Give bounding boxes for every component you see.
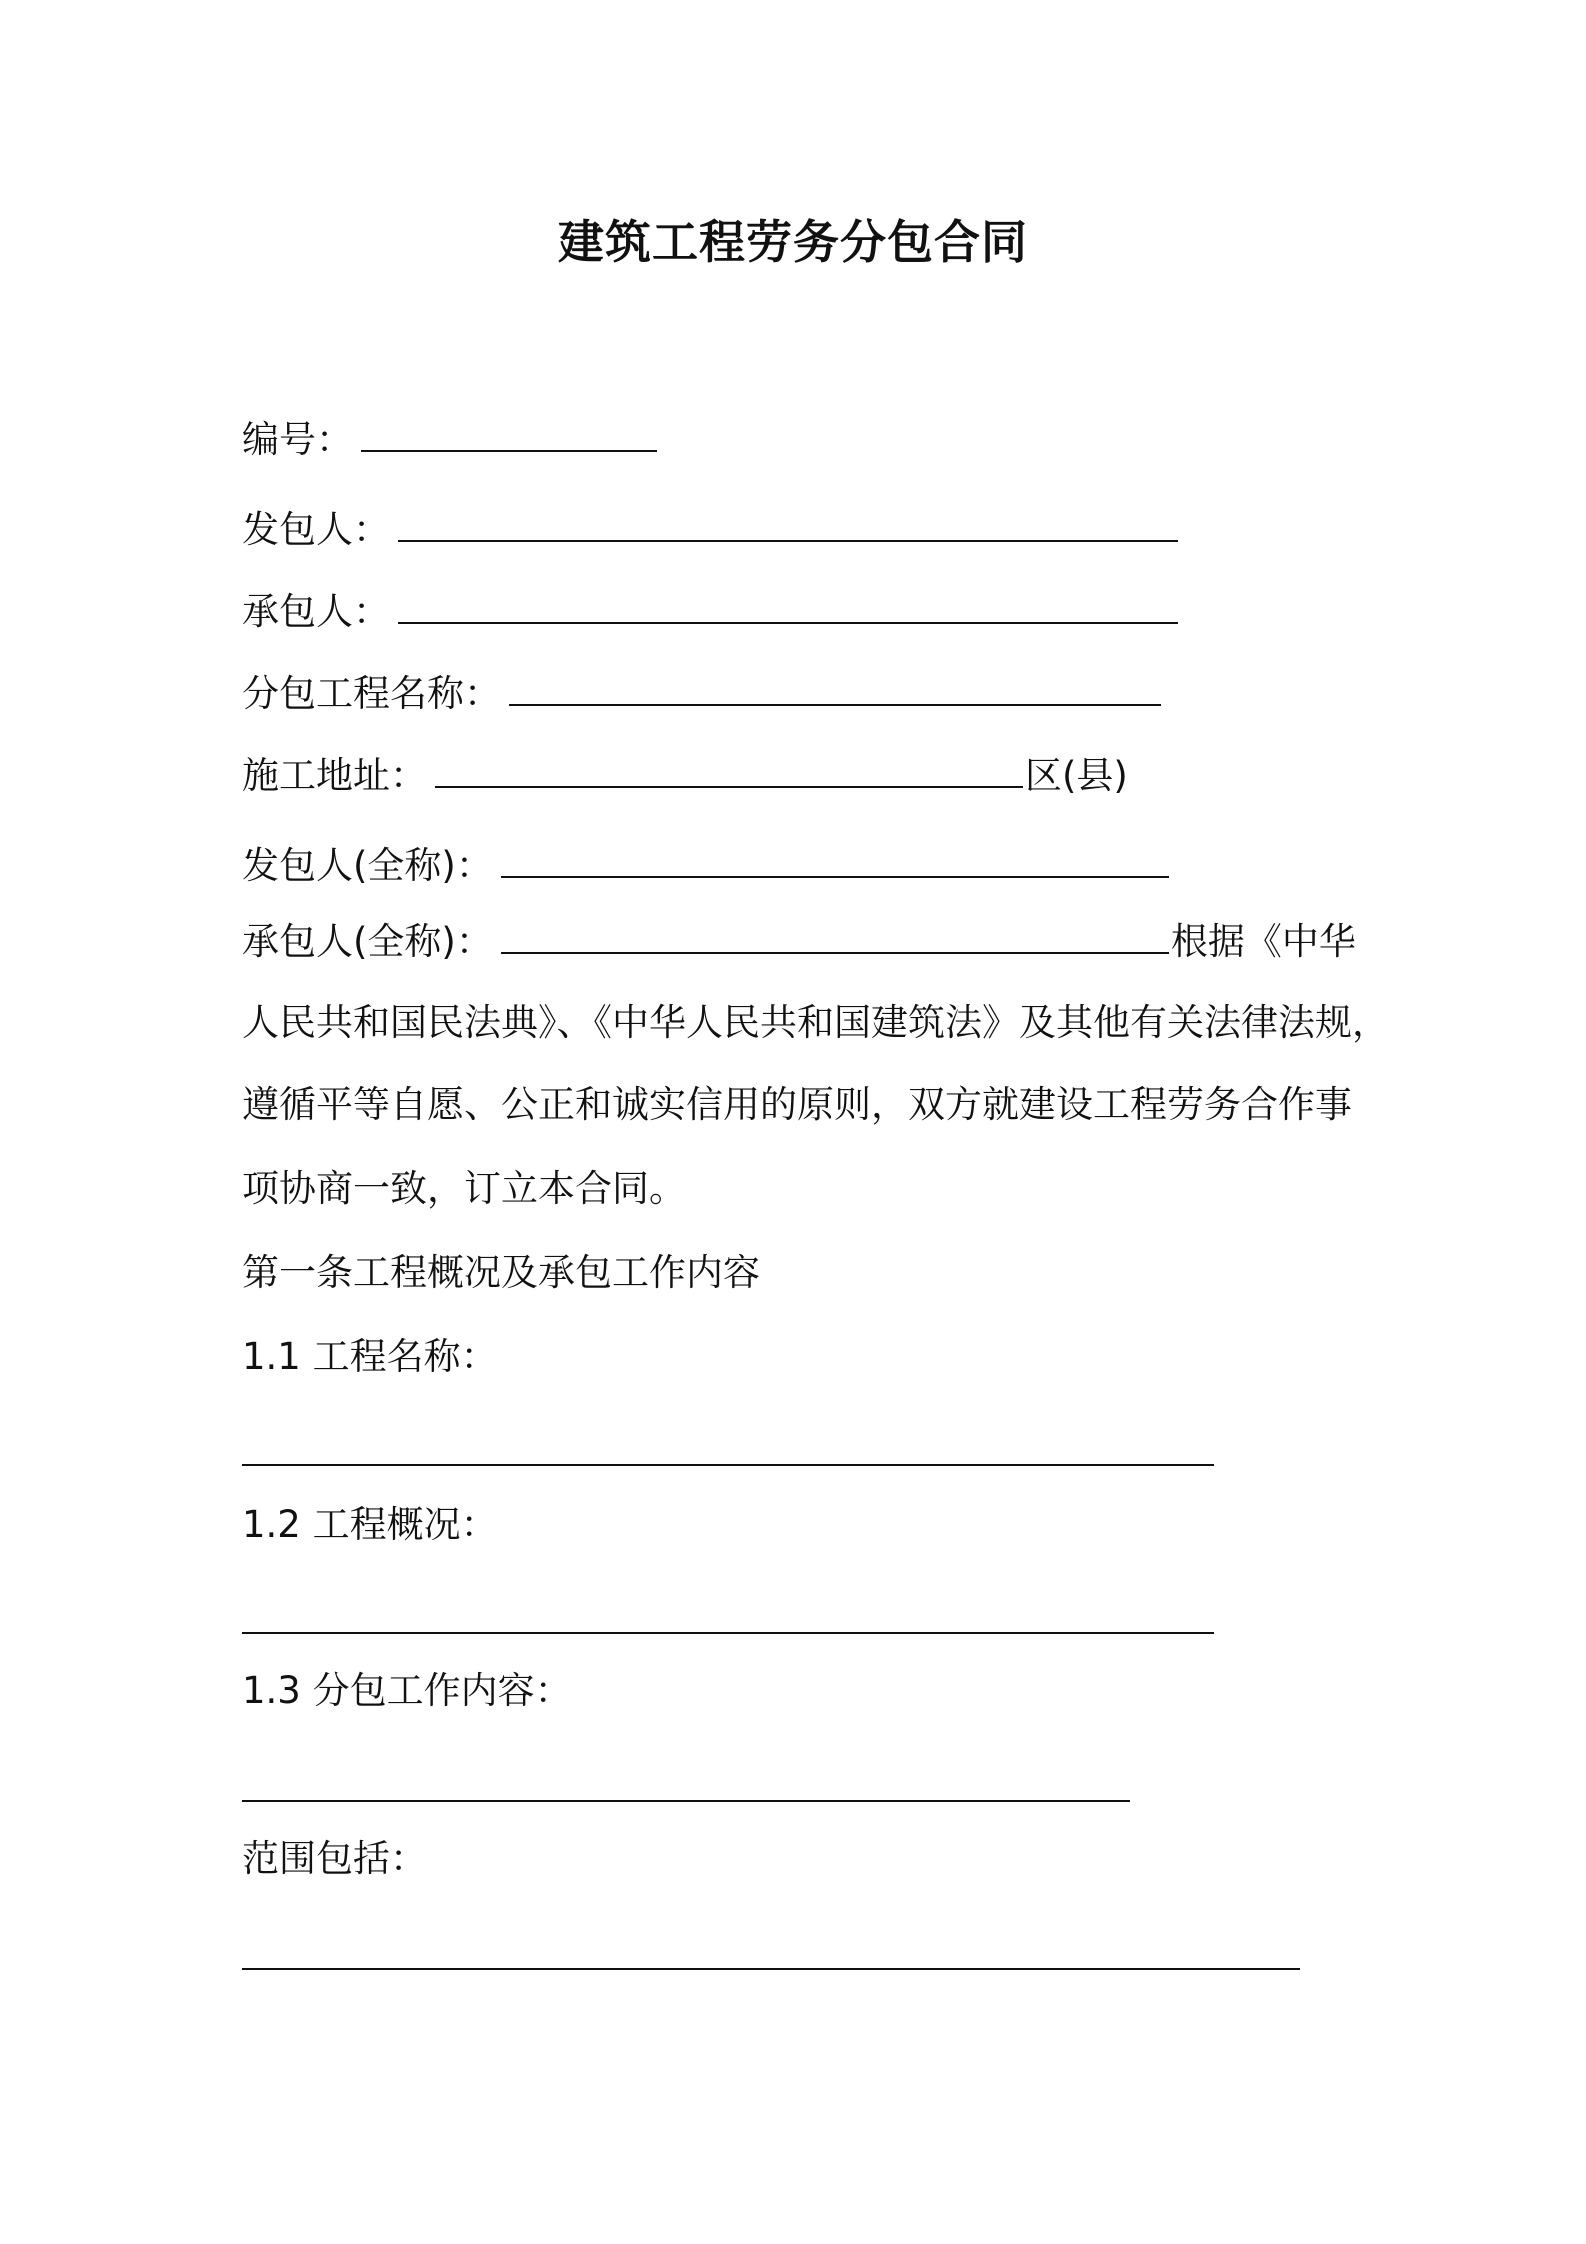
employer-label: 发包人：	[242, 508, 390, 551]
employer-full-row	[242, 840, 1169, 891]
subproject-name-label: 分包工程名称：	[242, 672, 501, 715]
item-1-2-label: 1.2 工程概况：	[242, 1503, 498, 1546]
employer-blank[interactable]	[398, 504, 1178, 542]
item-1-3-label: 1.3 分包工作内容：	[242, 1669, 572, 1712]
contractor-blank[interactable]	[398, 586, 1178, 624]
site-address-suffix: 区(县)	[1025, 754, 1128, 797]
employer-full-blank[interactable]	[501, 840, 1169, 878]
contractor-full-row	[242, 916, 1356, 967]
scope-label: 范围包括：	[242, 1837, 427, 1880]
item-1-1-blank[interactable]	[242, 1464, 1214, 1466]
preamble-line-3: 项协商一致，订立本合同。	[242, 1167, 686, 1210]
contract-no-blank[interactable]	[361, 414, 657, 452]
site-address-row	[242, 750, 1128, 801]
scope-blank[interactable]	[242, 1968, 1300, 1970]
contractor-full-blank[interactable]	[501, 916, 1169, 954]
article-one-heading: 第一条工程概况及承包工作内容	[242, 1251, 760, 1294]
contractor-row	[242, 586, 1178, 637]
site-address-label: 施工地址：	[242, 754, 427, 797]
preamble-line-1: 人民共和国民法典》、《中华人民共和国建筑法》及其他有关法律法规，	[242, 1001, 1389, 1044]
subproject-name-blank[interactable]	[509, 668, 1161, 706]
contractor-full-label: 承包人(全称)：	[242, 920, 493, 963]
item-1-1-label: 1.1 工程名称：	[242, 1335, 498, 1378]
contract-no-row	[242, 414, 657, 465]
contractor-label: 承包人：	[242, 590, 390, 633]
subproject-name-row	[242, 668, 1161, 719]
employer-row	[242, 504, 1178, 555]
site-address-blank[interactable]	[435, 750, 1023, 788]
contract-title: 建筑工程劳务分包合同	[558, 215, 1028, 269]
contract-no-label: 编号：	[242, 418, 353, 461]
employer-full-label: 发包人(全称)：	[242, 844, 493, 887]
preamble-lead: 根据《中华	[1170, 920, 1356, 963]
item-1-2-blank[interactable]	[242, 1632, 1214, 1634]
item-1-3-blank[interactable]	[242, 1800, 1130, 1802]
preamble-line-2: 遵循平等自愿、公正和诚实信用的原则，双方就建设工程劳务合作事	[242, 1083, 1352, 1126]
